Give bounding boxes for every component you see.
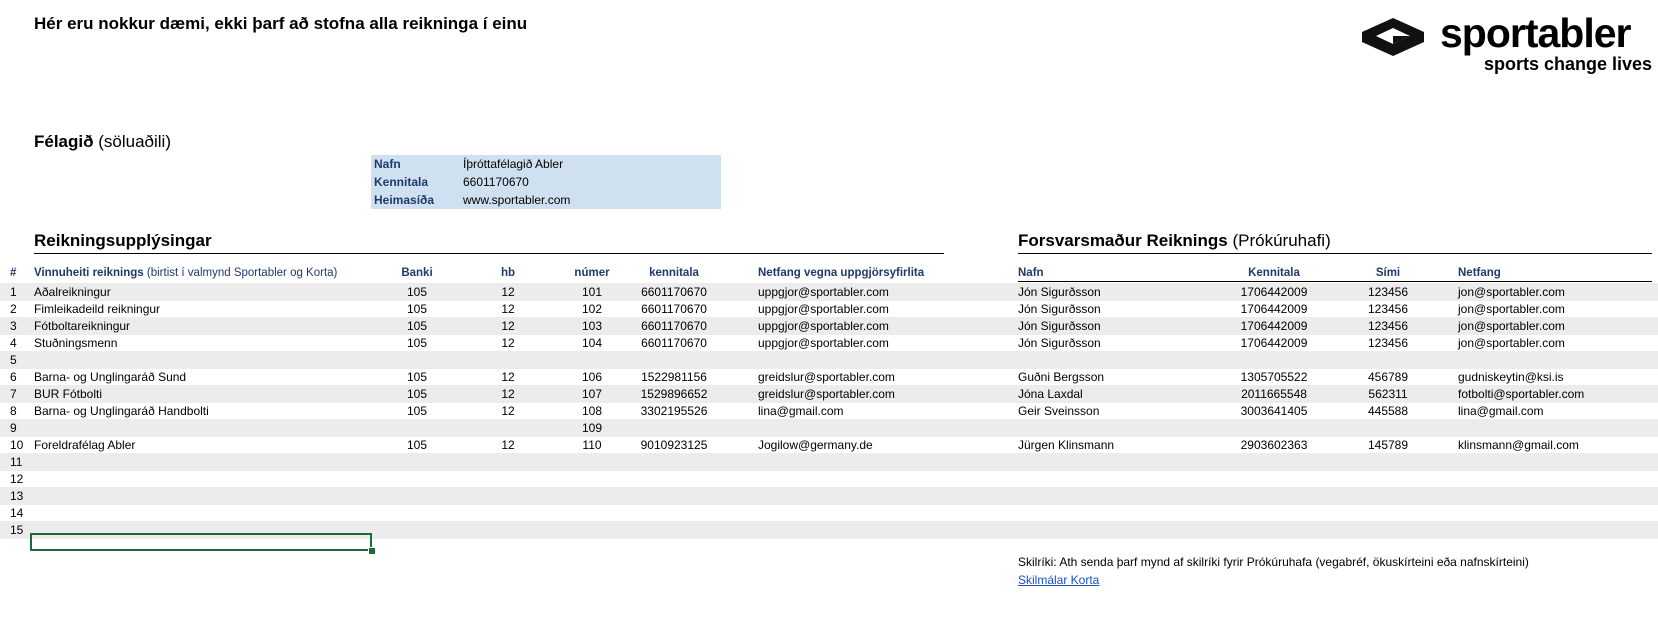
row-number[interactable]: 14: [10, 506, 24, 520]
col-header-hb: hb: [500, 267, 516, 279]
procurator-kennitala-cell[interactable]: 1305705522: [1240, 370, 1308, 384]
procurator-kennitala-cell[interactable]: 2903602363: [1240, 438, 1308, 452]
email-cell[interactable]: uppgjor@sportabler.com: [758, 336, 889, 350]
account-name-cell[interactable]: Aðalreikningur: [34, 285, 111, 299]
hb-cell[interactable]: 12: [501, 404, 515, 418]
logo-wordmark: sportabler: [1440, 10, 1631, 56]
procurator-email-cell[interactable]: gudniskeytin@ksi.is: [1458, 370, 1564, 384]
club-row-website[interactable]: [371, 191, 721, 209]
numer-cell[interactable]: 106: [581, 370, 603, 384]
procurator-name-cell[interactable]: Jón Sigurðsson: [1018, 319, 1101, 333]
procurator-kennitala-cell[interactable]: 1706442009: [1240, 285, 1308, 299]
email-cell[interactable]: lina@gmail.com: [758, 404, 844, 418]
logo-tagline: sports change lives: [1484, 54, 1653, 74]
col-header-email: Netfang vegna uppgjörsyfirlita: [758, 267, 925, 279]
terms-link[interactable]: Skilmálar Korta: [1018, 573, 1100, 587]
club-value: Íþróttafélagið Abler: [463, 157, 564, 171]
fill-handle[interactable]: [368, 547, 376, 555]
table-row[interactable]: [0, 300, 1658, 318]
sportabler-logo-icon: [1360, 16, 1426, 60]
table-row[interactable]: [0, 470, 1658, 488]
procurator-email-cell[interactable]: klinsmann@gmail.com: [1458, 438, 1579, 452]
col-header-numer: númer: [574, 267, 610, 279]
procurator-name-cell[interactable]: Jóna Laxdal: [1018, 387, 1083, 401]
col-header-bank: Banki: [401, 267, 433, 279]
bank-cell[interactable]: 105: [406, 336, 428, 350]
header-divider: [1018, 281, 1652, 282]
numer-cell[interactable]: 110: [582, 438, 602, 452]
email-cell[interactable]: uppgjor@sportabler.com: [758, 319, 889, 333]
procurator-name-cell[interactable]: Jürgen Klinsmann: [1018, 438, 1115, 452]
bank-cell[interactable]: 105: [406, 404, 428, 418]
col-header-proc-email: Netfang: [1458, 267, 1501, 279]
row-number[interactable]: 11: [10, 455, 23, 469]
kennitala-cell[interactable]: 9010923125: [640, 438, 708, 452]
procurator-phone-cell[interactable]: 123456: [1367, 336, 1409, 350]
account-name-cell[interactable]: Stuðningsmenn: [34, 336, 118, 350]
table-row[interactable]: [0, 402, 1658, 420]
account-name-cell[interactable]: Barna- og Unglingaráð Handbolti: [34, 404, 209, 418]
numer-cell[interactable]: 104: [581, 336, 603, 350]
col-header-account-name-main: Vinnuheiti reiknings: [34, 267, 144, 279]
table-row[interactable]: [0, 504, 1658, 522]
bank-cell[interactable]: 105: [406, 302, 428, 316]
procurator-email-cell[interactable]: lina@gmail.com: [1458, 404, 1544, 418]
club-heading-bold: Félagið: [34, 132, 94, 151]
numer-cell[interactable]: 109: [581, 421, 603, 435]
email-cell[interactable]: uppgjor@sportabler.com: [758, 285, 889, 299]
hb-cell[interactable]: 12: [501, 319, 515, 333]
procurator-email-cell[interactable]: jon@sportabler.com: [1458, 285, 1565, 299]
email-cell[interactable]: Jogilow@germany.de: [758, 438, 873, 452]
procurator-name-cell[interactable]: Guðni Bergsson: [1018, 370, 1105, 384]
col-header-proc-phone: Sími: [1375, 267, 1401, 279]
procurator-phone-cell[interactable]: 562311: [1368, 387, 1408, 401]
hb-cell[interactable]: 12: [501, 336, 515, 350]
col-header-num: #: [10, 267, 17, 279]
row-number[interactable]: 3: [10, 319, 17, 333]
procurator-name-cell[interactable]: Geir Sveinsson: [1018, 404, 1100, 418]
account-name-cell[interactable]: Fimleikadeild reikningur: [34, 302, 161, 316]
bank-cell[interactable]: 105: [406, 285, 428, 299]
club-label: Kennitala: [374, 175, 429, 189]
procurator-kennitala-cell[interactable]: 1706442009: [1240, 319, 1308, 333]
col-header-account-name-sub: (birtist í valmynd Sportabler og Korta): [146, 267, 338, 279]
procurator-phone-cell[interactable]: 123456: [1367, 319, 1409, 333]
email-cell[interactable]: uppgjor@sportabler.com: [758, 302, 889, 316]
col-header-account-name: [34, 267, 337, 279]
hb-cell[interactable]: 12: [501, 438, 515, 452]
procurator-title-light: (Prókúruhafi): [1227, 231, 1331, 250]
account-name-cell[interactable]: BUR Fótbolti: [34, 387, 103, 401]
hb-cell[interactable]: 12: [501, 285, 515, 299]
table-row[interactable]: [0, 283, 1658, 301]
row-number[interactable]: 13: [10, 489, 24, 503]
id-note: Skilríki: Ath senda þarf mynd af skilríki fyrir Prókúruhafa (vegabréf, ökuskírteini eða nafnskírteini): [1018, 555, 1529, 569]
kennitala-cell[interactable]: 1522981156: [641, 370, 707, 384]
procurator-email-cell[interactable]: jon@sportabler.com: [1458, 336, 1565, 350]
procurator-phone-cell[interactable]: 145789: [1367, 438, 1409, 452]
row-number[interactable]: 7: [10, 387, 17, 401]
hb-cell[interactable]: 12: [501, 370, 515, 384]
numer-cell[interactable]: 108: [581, 404, 603, 418]
procurator-kennitala-cell[interactable]: 2011665548: [1241, 387, 1307, 401]
numer-cell[interactable]: 101: [581, 285, 603, 299]
procurator-email-cell[interactable]: fotbolti@sportabler.com: [1458, 387, 1585, 401]
bank-cell[interactable]: 105: [406, 319, 428, 333]
numer-cell[interactable]: 102: [581, 302, 603, 316]
row-number[interactable]: 12: [10, 472, 24, 486]
procurator-email-cell[interactable]: jon@sportabler.com: [1458, 302, 1565, 316]
kennitala-cell[interactable]: 3302195526: [640, 404, 708, 418]
kennitala-cell[interactable]: 6601170670: [641, 319, 707, 333]
procurator-kennitala-cell[interactable]: 1706442009: [1240, 336, 1308, 350]
row-number[interactable]: 8: [10, 404, 17, 418]
email-cell[interactable]: greidslur@sportabler.com: [758, 370, 895, 384]
page-title: Hér eru nokkur dæmi, ekki þarf að stofna alla reikninga í einu: [34, 14, 528, 33]
club-value: www.sportabler.com: [463, 193, 571, 207]
procurator-title-bold: Forsvarsmaður Reiknings: [1018, 231, 1228, 250]
club-heading-rest: (söluaðili): [93, 132, 171, 151]
club-row-name[interactable]: [371, 155, 721, 173]
row-number[interactable]: 10: [10, 438, 24, 452]
table-row[interactable]: [0, 317, 1658, 335]
account-name-cell[interactable]: Foreldrafélag Abler: [34, 438, 136, 452]
row-number[interactable]: 6: [10, 370, 17, 384]
col-header-kennitala: kennitala: [649, 267, 699, 279]
row-number[interactable]: 2: [10, 302, 17, 316]
hb-cell[interactable]: 12: [501, 387, 515, 401]
kennitala-cell[interactable]: 6601170670: [641, 302, 707, 316]
row-number[interactable]: 1: [10, 285, 17, 299]
numer-cell[interactable]: 103: [581, 319, 603, 333]
row-number[interactable]: 9: [10, 421, 17, 435]
procurator-email-cell[interactable]: jon@sportabler.com: [1458, 319, 1565, 333]
procurator-phone-cell[interactable]: 123456: [1367, 285, 1409, 299]
bank-cell[interactable]: 105: [406, 370, 428, 384]
accounts-section-title: Reikningsupplýsingar: [34, 231, 944, 254]
table-row[interactable]: [0, 385, 1658, 403]
table-row[interactable]: [0, 487, 1658, 505]
procurator-name-cell[interactable]: Jón Sigurðsson: [1018, 302, 1101, 316]
table-row[interactable]: [0, 351, 1658, 369]
numer-cell[interactable]: 107: [581, 387, 603, 401]
procurator-phone-cell[interactable]: 445588: [1367, 404, 1409, 418]
club-heading: [34, 132, 171, 152]
club-row-kennitala[interactable]: [371, 173, 721, 191]
procurator-kennitala-cell[interactable]: 3003641405: [1240, 404, 1308, 418]
procurator-kennitala-cell[interactable]: 1706442009: [1240, 302, 1308, 316]
club-label: Nafn: [374, 157, 401, 171]
row-number[interactable]: 15: [10, 523, 24, 537]
row-number[interactable]: 5: [10, 353, 17, 367]
club-info-box: [371, 155, 721, 209]
hb-cell[interactable]: 12: [501, 302, 515, 316]
email-cell[interactable]: greidslur@sportabler.com: [758, 387, 895, 401]
procurator-name-cell[interactable]: Jón Sigurðsson: [1018, 285, 1101, 299]
table-row[interactable]: [0, 436, 1658, 454]
account-name-cell[interactable]: Fótboltareikningur: [34, 319, 131, 333]
col-header-proc-kennitala: Kennitala: [1248, 267, 1300, 279]
procurator-name-cell[interactable]: Jón Sigurðsson: [1018, 336, 1101, 350]
sportabler-logo: [1360, 10, 1653, 78]
kennitala-cell[interactable]: 1529896652: [640, 387, 708, 401]
col-header-proc-name: Nafn: [1018, 267, 1044, 279]
selected-cell[interactable]: [30, 533, 372, 551]
bank-cell[interactable]: 105: [406, 438, 428, 452]
bank-cell[interactable]: 105: [406, 387, 428, 401]
kennitala-cell[interactable]: 6601170670: [641, 336, 707, 350]
club-label: Heimasíða: [374, 193, 435, 207]
table-row[interactable]: [0, 334, 1658, 352]
club-value: 6601170670: [463, 175, 529, 189]
row-number[interactable]: 4: [10, 336, 17, 350]
account-name-cell[interactable]: Barna- og Unglingaráð Sund: [34, 370, 187, 384]
kennitala-cell[interactable]: 6601170670: [641, 285, 707, 299]
table-row[interactable]: [0, 419, 1658, 437]
procurator-phone-cell[interactable]: 456789: [1367, 370, 1409, 384]
table-row[interactable]: [0, 453, 1658, 471]
procurator-phone-cell[interactable]: 123456: [1367, 302, 1409, 316]
procurator-section-title: [1018, 231, 1652, 254]
table-row[interactable]: [0, 368, 1658, 386]
